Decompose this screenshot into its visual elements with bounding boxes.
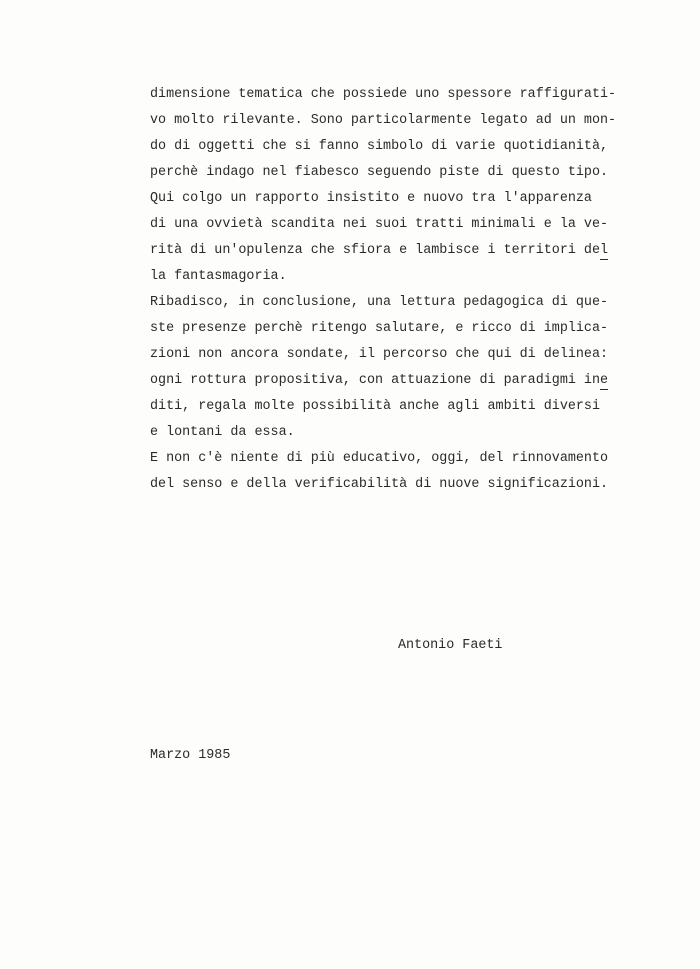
text-line: la fantasmagoria. — [150, 269, 287, 284]
text-line: zioni non ancora sondate, il percorso che qui di delinea: — [150, 347, 609, 362]
text-line: diti, regala molte possibilità anche agli ambiti diversi — [150, 399, 600, 414]
text-line: E non c'è niente di più educativo, oggi, del rinnovamento — [150, 451, 609, 466]
text-line: del senso e della verificabilità di nuove significazioni. — [150, 477, 609, 492]
text-line: ste presenze perchè ritengo salutare, e ricco di implica- — [150, 321, 609, 336]
text-line: perchè indago nel fiabesco seguendo piste di questo tipo. — [150, 165, 609, 180]
document-date: Marzo 1985 — [150, 748, 231, 763]
text-line: rità di un'opulenza che sfiora e lambisce i territori del — [150, 243, 609, 258]
underline-mark — [600, 389, 608, 390]
underline-mark — [600, 259, 608, 260]
text-line: ogni rottura propositiva, con attuazione di paradigmi ine — [150, 373, 609, 388]
text-line: vo molto rilevante. Sono particolarmente legato ad un mon- — [150, 113, 617, 128]
text-line: Ribadisco, in conclusione, una lettura pedagogica di que- — [150, 295, 609, 310]
text-line: Qui colgo un rapporto insistito e nuovo tra l'apparenza — [150, 191, 592, 206]
author-signature: Antonio Faeti — [398, 638, 503, 653]
text-line: e lontani da essa. — [150, 425, 295, 440]
text-line: do di oggetti che si fanno simbolo di varie quotidianità, — [150, 139, 609, 154]
text-line: di una ovvietà scandita nei suoi tratti minimali e la ve- — [150, 217, 609, 232]
text-line: dimensione tematica che possiede uno spessore raffigurati- — [150, 87, 617, 102]
